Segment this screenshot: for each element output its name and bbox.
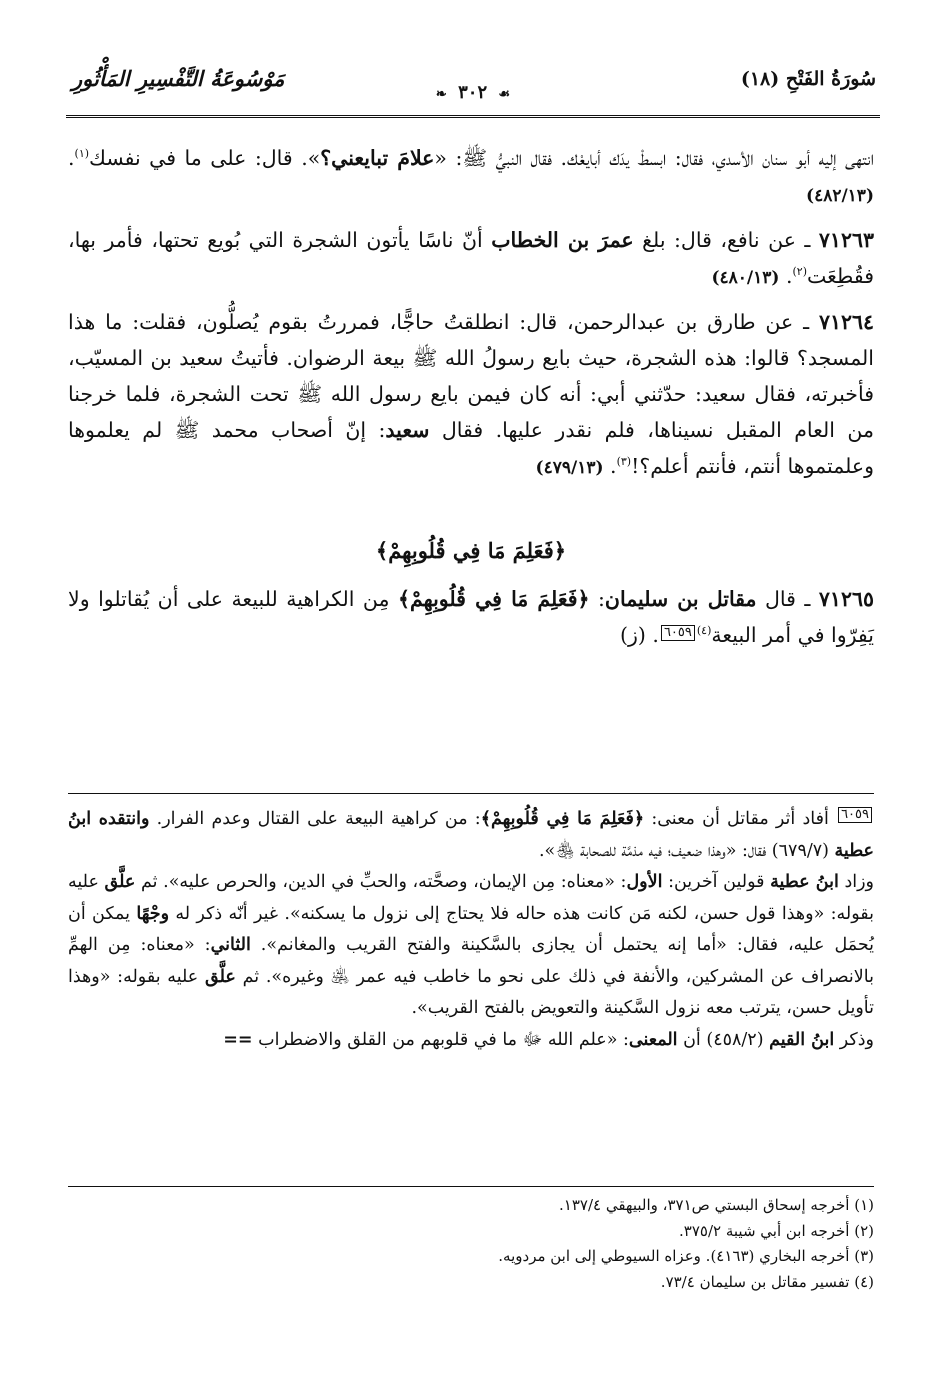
text-run: وزاد [838, 872, 875, 892]
footnote: (١) أخرجه إسحاق البستي ص٣٧١، والبيهقي ١٣٧/٤. [559, 1196, 874, 1214]
book-title: مَوْسُوعَةُ التَّفْسِيرِ المَأْثُورِ [72, 66, 285, 91]
text-run: : «معناه: مِن الهمِّ بالانصراف عن المشركين، والأنفة في ذلك على نحو ما خاطب فيه عمر ﵁ وغيره». ثم [68, 935, 874, 987]
text-run: ـ عن طارق بن عبدالرحمن، قال: انطلقتُ حاجًّا، فمررتُ بقوم يُصلُّون، فقلت: ما هذا المسجد؟ قالوا: هذه الشجرة، حيث بايع رسولُ الله ﷺ بيعة الرضوان. فأتيتُ سعيد بن المسيّب، فأخبرته، فقال سعيد: حدّثني أبي: أنه كان فيمن بايع رسول الله ﷺ تحت الشجرة، فلما خرجنا من العام المقبل نسيناها، فلم نقدر عليها. فقال [68, 310, 874, 442]
emphasis-text: المعنى [628, 1029, 678, 1050]
footnote-marker: (٣) [616, 455, 632, 469]
volume-page-reference: (٤٧٩/١٣) [535, 458, 604, 478]
ayah-heading: ﴿فَعَلِمَ مَا فِي قُلُوبِهِمْ﴾ [375, 538, 567, 563]
emphasis-text: علَّق [104, 872, 136, 892]
commentary-paragraph [68, 1025, 874, 1057]
commentary-reference-box: ٦٠٥٩ [838, 807, 872, 823]
text-run: (٦٧٩/٧) فقال: «وهذا ضعيف؛ فيه مذمَّة للصحابة ﵃». [538, 840, 835, 861]
emphasis-text: علَّق [204, 966, 236, 987]
page-number: ٣٠٢ [458, 82, 488, 103]
commentary-section [68, 793, 874, 1056]
header-rule [66, 115, 880, 118]
text-run: . [779, 264, 793, 288]
emphasis-text: وانتقده ابنُ عطية [68, 809, 874, 861]
footnote: (٣) أخرجه البخاري (٤١٦٣). وعزاه السيوطي إلى ابن مردويه. [498, 1247, 874, 1265]
emphasis-text: الأول [626, 872, 663, 892]
volume-page-reference: (٤٨٠/١٣) [711, 268, 780, 288]
emphasis-text: سعيد [385, 418, 430, 442]
text-run: : من كراهية البيعة على القتال وعدم الفرار. [149, 809, 481, 829]
volume-page-reference: (٤٨٢/١٣) [806, 186, 874, 206]
emphasis-text: الثاني [210, 935, 251, 955]
hadith-number: ٧١٢٦٣ [818, 228, 874, 252]
emphasis-text: ابنُ عطية [770, 872, 839, 892]
surah-title: سُورَةُ الفَتْحِ (١٨) [740, 68, 876, 90]
ornament-left-icon: ❧ [435, 87, 447, 102]
text-run: : [589, 587, 605, 611]
text-run: : إنّ أصحاب محمد ﷺ لم يعلموها وعلمتموها أنتم، فأنتم أعلم؟! [68, 418, 874, 478]
footnotes [68, 1186, 874, 1295]
commentary-reference-box: ٦٠٥٩ [661, 625, 695, 641]
text-run: ». قال: على ما في نفسك [89, 146, 321, 170]
text-run: عليه بقوله: «وهذا قول حسن، لكنه مَن كانت هذه حاله فلا يحتاج إلى نزول ما يسكنه». غير أنّه ذكر له [68, 872, 874, 924]
hadith-number: ٧١٢٦٤ [818, 310, 874, 334]
emphasis-text: علامَ تبايعني؟ [320, 146, 435, 170]
text-run: : «معناه: مِن الإيمان، وصحَّته، والحبِّ في الدين، والحرص عليه». ثم [135, 872, 627, 892]
text-run: أفاد أثر مقاتل أن معنى: [644, 809, 837, 829]
emphasis-text: ﴿فَعَلِمَ مَا فِي قُلُوبِهِمْ﴾ [398, 587, 590, 611]
text-run: أنّ ناسًا يأتون الشجرة التي بُويع تحتها، فأمر بها، فقُطِعَت [68, 228, 874, 288]
text-run: قولين آخرين: [662, 872, 771, 892]
commentary-paragraph [68, 804, 874, 867]
text-run: عليه بقوله: «وهذا تأويل حسن، يترتب معه نزول السَّكينة والتعويض بالفتح القريب». [68, 966, 874, 1018]
text-run: ـ عن نافع، قال: بلغ [633, 228, 819, 252]
text-run: وذكر [834, 1029, 874, 1050]
emphasis-text: مقاتل بن سليمان [604, 587, 757, 611]
text-run: يمكن أن يُحمَل عليه، فقال: «أما إنه يحتمل أن يجازى بالسَّكينة والفتح القريب والمغانم». [68, 903, 874, 955]
paragraph-7126 [68, 222, 874, 296]
text-run: . [68, 146, 75, 170]
emphasis-text: == [223, 1029, 253, 1050]
text-run: ـ قال [756, 587, 819, 611]
paragraph-7126-5 [68, 581, 874, 653]
paragraph-continuation [68, 140, 874, 214]
emphasis-text: ﴿فَعَلِمَ مَا فِي قُلُوبِهِمْ﴾ [480, 809, 645, 829]
hadith-number: ٧١٢٦٥ [818, 587, 874, 611]
text-run: (٤٥٨/٢) أن [677, 1029, 770, 1050]
page-header [66, 62, 880, 118]
emphasis-text: عمرَ بن الخطاب [491, 228, 634, 252]
commentary-paragraph [68, 867, 874, 1025]
footnote: (٤) تفسير مقاتل بن سليمان ٧٣/٤. [660, 1272, 874, 1291]
emphasis-text: وجْهًا [136, 903, 170, 924]
footnote-marker: (٢) [792, 265, 807, 279]
main-text [68, 140, 874, 661]
emphasis-text: ابنُ القيم [769, 1029, 835, 1050]
page-number-block [431, 82, 515, 103]
text-run: مِن الكراهية للبيعة على أن يُقاتلوا ولا يَفِرّوا في أمر البيعة [68, 587, 874, 647]
ornament-right-icon: ☙ [498, 87, 511, 102]
text-run: . [603, 454, 617, 478]
footnote-marker: (٤) [696, 624, 712, 638]
paragraph-7126-2 [68, 304, 874, 486]
footnote: (٢) أخرجه ابن أبي شيبة ٣٧٥/٢. [679, 1221, 874, 1240]
footnote-marker: (١) [74, 147, 90, 161]
text-run: . (ز) [620, 623, 659, 647]
text-run: : «علم الله ﷻ ما في قلوبهم من القلق والاضطراب [252, 1029, 629, 1050]
text-run: انتهى إليه أبو سنان الأسدي، فقال: ابسطْ يدَك أبايعْك. فقال النبيُّ ﷺ: « [434, 146, 874, 170]
